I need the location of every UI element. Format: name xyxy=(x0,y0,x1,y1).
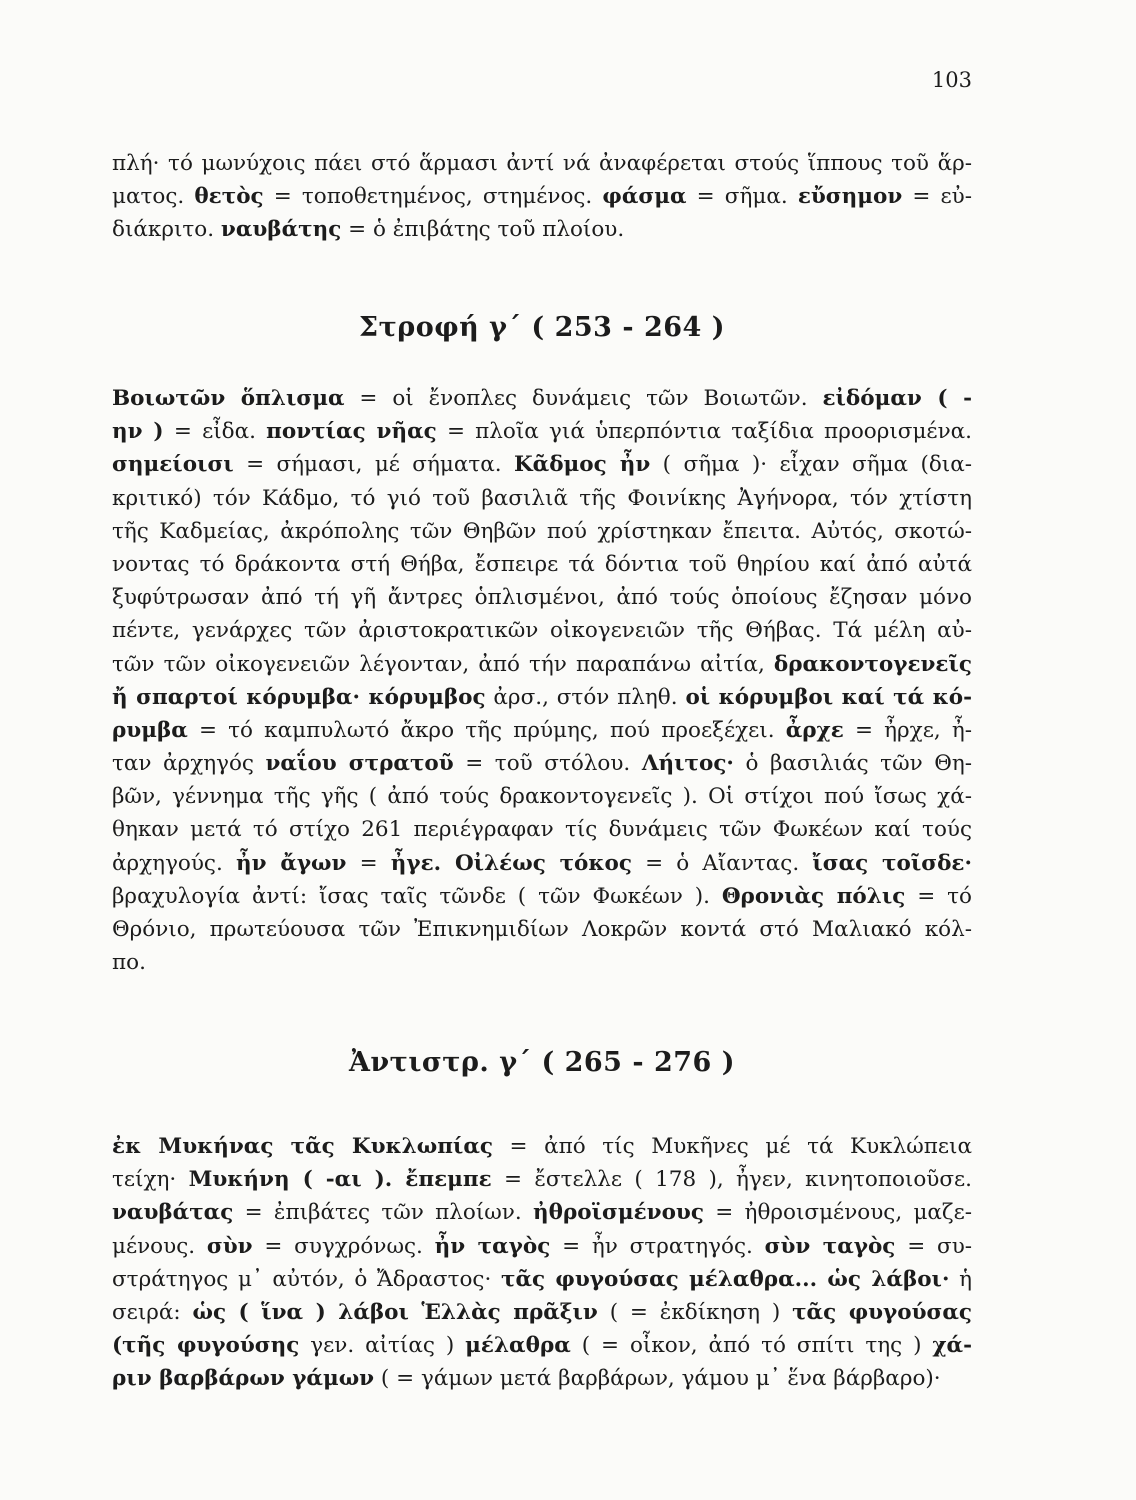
text-line: κριτικό) τόν Κάδμο, τό γιό τοῦ βασιλιᾶ τῆς Φοινίκης Ἀγήνορα, τόν χτίστη xyxy=(112,485,972,511)
section-heading-antistrophe: Ἀντιστρ. γ΄ ( 265 - 276 ) xyxy=(348,1047,736,1078)
text-line: στράτηγος μ᾽ αὐτόν, ὁ Ἄδραστος· τᾶς φυγούσας μέλαθρα... ὡς λάβοι· ἡ xyxy=(112,1266,973,1292)
lemma: οἱ κόρυμβοι καί τά κό- xyxy=(685,684,973,710)
text-line: ἤ σπαρτοί κόρυμβα· κόρυμβος ἀρσ., στόν πληθ. οἱ κόρυμβοι καί τά κό- xyxy=(112,684,973,710)
lemma: ριν βαρβάρων γάμων xyxy=(112,1366,375,1392)
antistrophe-commentary xyxy=(112,1130,972,1396)
lemma: Βοιωτῶν ὅπλισμα xyxy=(112,386,345,411)
text-line: τῶν τῶν οἰκογενειῶν λέγονταν, ἀπό τήν παραπάνω αἰτία, δρακοντογενεῖς xyxy=(112,651,972,677)
lemma: ἴσας τοῖσδε· xyxy=(812,850,972,876)
lemma: ἆρχε xyxy=(785,717,844,743)
text-line: Βοιωτῶν ὅπλισμα = οἱ ἔνοπλες δυνάμεις τῶν Βοιωτῶν. εἰδόμαν ( - xyxy=(112,386,973,411)
lemma: σὺν xyxy=(206,1233,253,1259)
lemma: ην ) xyxy=(112,419,164,445)
lemma: Μυκήνη ( -αι ). ἔπεμπε xyxy=(188,1167,492,1193)
text-line: βῶν, γέννημα τῆς γῆς ( ἀπό τούς δρακοντογενεῖς ). Οἱ στίχοι πού ἴσως χά- xyxy=(112,784,972,810)
lemma: Θρονιὰς πόλις xyxy=(721,883,906,909)
text-line: νοντας τό δράκοντα στή Θήβα, ἔσπειρε τά δόντια τοῦ θηρίου καί ἀπό αὐτά xyxy=(112,551,972,577)
lemma: ἤ σπαρτοί κόρυμβα· κόρυμβος xyxy=(112,684,486,710)
lemma: ἐκ Μυκήνας τᾶς Κυκλωπίας xyxy=(112,1134,493,1159)
lemma: ἦν ταγὸς xyxy=(434,1233,551,1259)
text-line: Θρόνιο, πρωτεύουσα τῶν Ἐπικνημιδίων Λοκρῶν κοντά στό Μαλιακό κόλ- xyxy=(112,917,972,942)
lemma: εἰδόμαν ( - xyxy=(822,386,973,411)
lemma: ναυβάτης xyxy=(220,217,342,243)
lemma: σημείοισι xyxy=(112,452,234,478)
lemma: ἠθροϊσμένους xyxy=(533,1200,704,1226)
lemma: δρακοντογενεῖς xyxy=(773,651,972,677)
text-line: βραχυλογία ἀντί: ἴσας ταῖς τῶνδε ( τῶν Φωκέων ). Θρονιὰς πόλις = τό xyxy=(112,883,972,909)
text-line: ρυμβα = τό καμπυλωτό ἄκρο τῆς πρύμης, πού προεξέχει. ἆρχε = ἦρχε, ἦ- xyxy=(112,717,973,743)
lemma: Λήιτος· xyxy=(641,751,734,777)
text-line: ην ) = εἶδα. ποντίας νῆας = πλοῖα γιά ὑπερπόντια ταξίδια προορισμένα. xyxy=(112,419,972,445)
text-line: τείχη· Μυκήνη ( -αι ). ἔπεμπε = ἔστελλε ( 178 ), ἦγεν, κινητοποιοῦσε. xyxy=(112,1167,972,1193)
text-line: διάκριτο. ναυβάτης = ὁ ἐπιβάτης τοῦ πλοίου. xyxy=(112,217,625,243)
lemma: θετὸς xyxy=(194,184,264,210)
lemma: ναυβάτας xyxy=(112,1200,234,1226)
page-number: 103 xyxy=(931,68,972,92)
lemma: τᾶς φυγούσας μέλαθρα... ὡς λάβοι· xyxy=(500,1266,950,1292)
text-line: ναυβάτας = ἐπιβάτες τῶν πλοίων. ἠθροϊσμένους = ἠθροισμένους, μαζε- xyxy=(112,1200,972,1226)
text-line: πλή· τό μωνύχοις πάει στό ἅρμασι ἀντί νά ἀναφέρεται στούς ἵππους τοῦ ἅρ- xyxy=(112,151,972,176)
lemma: (τῆς φυγούσης xyxy=(112,1333,300,1359)
lemma: εὔσημον xyxy=(797,184,903,210)
strophe-commentary xyxy=(112,382,972,979)
text-line: ριν βαρβάρων γάμων ( = γάμων μετά βαρβάρων, γάμου μ᾽ ἕνα βάρβαρο)· xyxy=(112,1366,941,1392)
text-line: σειρά: ὡς ( ἵνα ) λάβοι Ἑλλὰς πρᾶξιν ( = ἐκδίκηση ) τᾶς φυγούσας xyxy=(112,1299,973,1325)
lemma: ἦν ἄγων xyxy=(235,850,347,876)
text-line: ταν ἀρχηγός ναΐου στρατοῦ = τοῦ στόλου. Λήιτος· ὁ βασιλιάς τῶν Θη- xyxy=(112,751,972,777)
lemma: ἦγε. Οἰλέως τόκος xyxy=(390,850,632,876)
lemma: Κᾶδμος ἦν xyxy=(513,452,651,478)
lemma: τᾶς φυγούσας xyxy=(792,1299,973,1325)
text-line: μένους. σὺν = συγχρόνως. ἦν ταγὸς = ἦν στρατηγός. σὺν ταγὸς = συ- xyxy=(112,1233,973,1259)
text-line: πέντε, γενάρχες τῶν ἀριστοκρατικῶν οἰκογενειῶν τῆς Θήβας. Τά μέλη αὐ- xyxy=(112,618,972,644)
lemma: σὺν ταγὸς xyxy=(764,1233,896,1259)
text-line: ματος. θετὸς = τοποθετημένος, στημένος. φάσμα = σῆμα. εὔσημον = εὐ- xyxy=(112,184,973,210)
lemma: ὡς ( ἵνα ) λάβοι Ἑλλὰς πρᾶξιν xyxy=(192,1299,598,1325)
lemma: χά- xyxy=(932,1333,972,1359)
text-line: ξυφύτρωσαν ἀπό τή γῆ ἄντρες ὁπλισμένοι, ἀπό τούς ὁποίους ἔζησαν μόνο xyxy=(112,585,972,611)
text-line: θηκαν μετά τό στίχο 261 περιέγραφαν τίς δυνάμεις τῶν Φωκέων καί τούς xyxy=(112,817,972,843)
text-line: σημείοισι = σήμασι, μέ σήματα. Κᾶδμος ἦν ( σῆμα )· εἶχαν σῆμα (δια- xyxy=(112,452,972,478)
lemma: ποντίας νῆας xyxy=(266,419,437,445)
lemma: μέλαθρα xyxy=(465,1333,571,1359)
lemma: φάσμα xyxy=(602,184,687,210)
text-line: πο. xyxy=(112,950,146,976)
text-line: ἀρχηγούς. ἦν ἄγων = ἦγε. Οἰλέως τόκος = ὁ Αἴαντας. ἴσας τοῖσδε· xyxy=(112,850,972,876)
text-line: τῆς Καδμείας, ἀκρόπολης τῶν Θηβῶν πού χρίστηκαν ἔπειτα. Αὐτός, σκοτώ- xyxy=(112,518,972,544)
intro-paragraph xyxy=(112,147,972,247)
lemma: ρυμβα xyxy=(112,717,188,743)
text-line: ἐκ Μυκήνας τᾶς Κυκλωπίας = ἀπό τίς Μυκῆνες μέ τά Κυκλώπεια xyxy=(112,1134,972,1159)
section-heading-strophe: Στροφή γ΄ ( 253 - 264 ) xyxy=(359,312,725,343)
text-line: (τῆς φυγούσης γεν. αἰτίας ) μέλαθρα ( = οἶκον, ἀπό τό σπίτι της ) χά- xyxy=(112,1333,972,1359)
lemma: ναΐου στρατοῦ xyxy=(265,751,454,777)
